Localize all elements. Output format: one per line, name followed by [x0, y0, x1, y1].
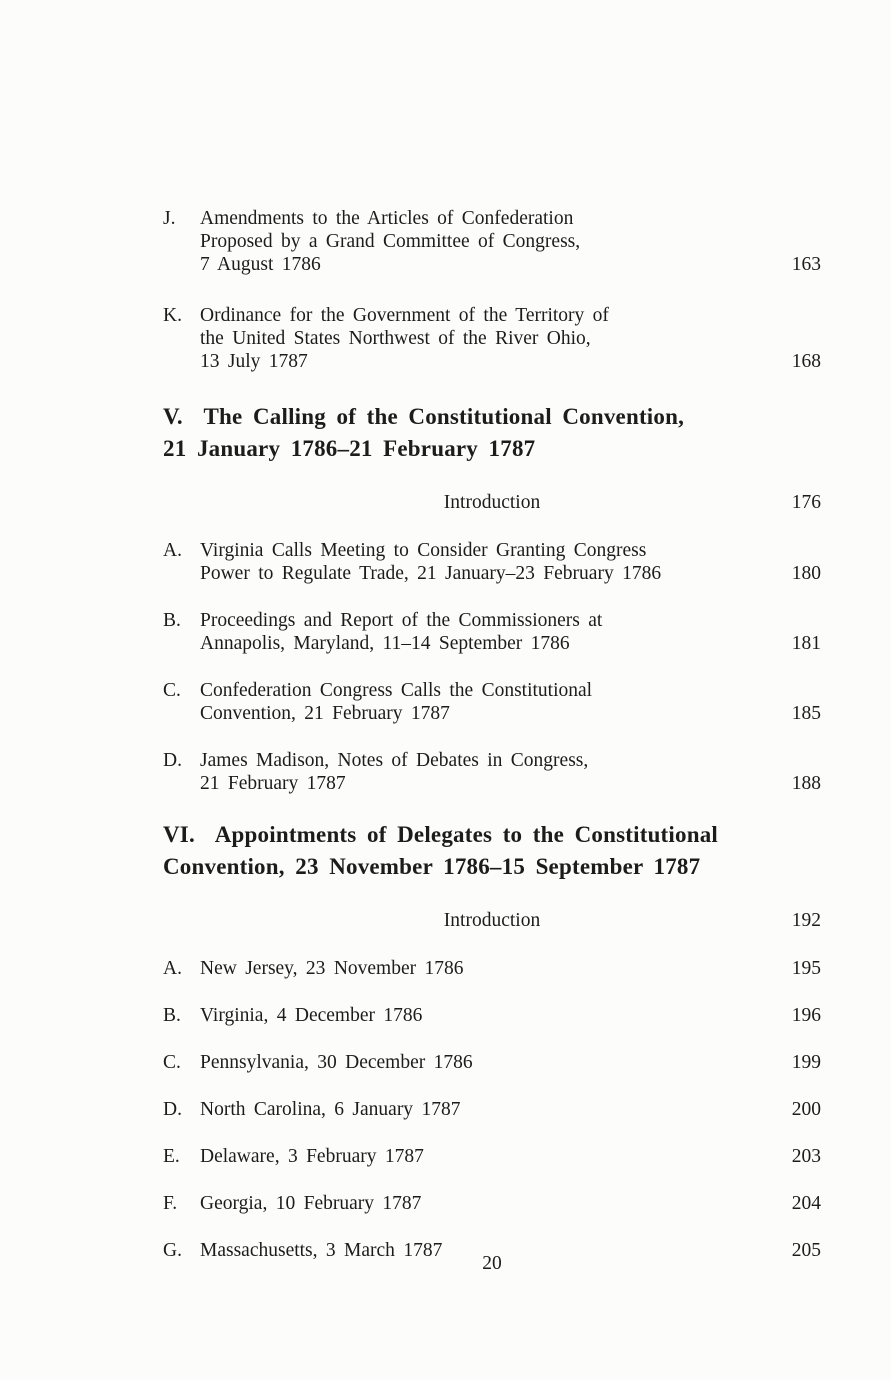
toc-entry-line: Delaware, 3 February 1787	[200, 1146, 424, 1167]
toc-entry-letter: A.	[163, 540, 182, 561]
toc-entry-line: Proceedings and Report of the Commissioners at	[200, 610, 603, 631]
toc-entry-page: 200	[791, 1099, 821, 1120]
toc-entry-line: Convention, 21 February 1787	[200, 703, 450, 724]
toc-entry-line: Proposed by a Grand Committee of Congress,	[200, 231, 581, 252]
toc-entry-letter: C.	[163, 680, 181, 701]
introduction-row	[163, 491, 821, 514]
toc-entry-text	[200, 539, 782, 585]
toc-entry-text	[200, 304, 782, 373]
toc-entry-text	[200, 1192, 782, 1215]
toc-entry-page: 163	[791, 254, 821, 275]
section-heading-line: Convention, 23 November 1786–15 September 1787	[163, 854, 701, 879]
toc-entry-page: 205	[791, 1240, 821, 1261]
toc-entry	[163, 539, 821, 585]
toc-entry	[163, 1004, 821, 1027]
toc-entry-letter: K.	[163, 305, 182, 326]
toc-entry	[163, 1192, 821, 1215]
toc-entry	[163, 1145, 821, 1168]
toc-entry-line: Power to Regulate Trade, 21 January–23 February 1786	[200, 563, 662, 584]
page-number: 20	[482, 1253, 502, 1274]
toc-entry-line: Massachusetts, 3 March 1787	[200, 1240, 443, 1261]
toc-entry-text	[200, 1145, 782, 1168]
section-heading-line: VI. Appointments of Delegates to the Constitutional	[163, 822, 718, 847]
toc-entry-page: 181	[791, 633, 821, 654]
toc-entry-page: 188	[791, 773, 821, 794]
toc-entry-page: 180	[791, 563, 821, 584]
toc-entry-line: Annapolis, Maryland, 11–14 September 1786	[200, 633, 570, 654]
introduction-page: 176	[791, 492, 821, 513]
toc-entry-letter: J.	[163, 208, 176, 229]
toc-entry-line: Ordinance for the Government of the Territory of	[200, 305, 609, 326]
toc-entry-letter: A.	[163, 958, 182, 979]
toc-entry	[163, 609, 821, 655]
toc-entry-text	[200, 1004, 782, 1027]
toc-entry	[163, 304, 821, 373]
introduction-row	[163, 909, 821, 932]
toc-entry-line: Georgia, 10 February 1787	[200, 1193, 422, 1214]
toc-entry-page: 185	[791, 703, 821, 724]
toc-entry	[163, 679, 821, 725]
toc-entry-letter: B.	[163, 610, 181, 631]
toc-entry-text	[200, 1098, 782, 1121]
section-heading-line: 21 January 1786–21 February 1787	[163, 436, 536, 461]
section-heading-line: V. The Calling of the Constitutional Convention,	[163, 404, 685, 429]
toc-entry-text	[200, 957, 782, 980]
toc-entry-line: the United States Northwest of the River Ohio,	[200, 328, 591, 349]
toc-entry-letter: C.	[163, 1052, 181, 1073]
table-of-contents	[163, 207, 821, 1286]
toc-entry-text	[200, 609, 782, 655]
introduction-label: Introduction	[443, 910, 541, 931]
toc-entry	[163, 749, 821, 795]
toc-entry-text	[200, 679, 782, 725]
toc-entry-line: 13 July 1787	[200, 351, 308, 372]
toc-entry	[163, 1098, 821, 1121]
toc-entry	[163, 957, 821, 980]
introduction-label: Introduction	[443, 492, 541, 513]
toc-entry-page: 168	[791, 351, 821, 372]
toc-entry-line: 21 February 1787	[200, 773, 346, 794]
section-heading-vi	[163, 819, 821, 883]
toc-entry-page: 195	[791, 958, 821, 979]
toc-entry-text	[200, 207, 782, 276]
toc-entry-line: Virginia Calls Meeting to Consider Granting Congress	[200, 540, 647, 561]
introduction-page: 192	[791, 910, 821, 931]
toc-entry-page: 204	[791, 1193, 821, 1214]
toc-entry-letter: G.	[163, 1240, 182, 1261]
toc-entry-letter: D.	[163, 750, 182, 771]
toc-entry-line: New Jersey, 23 November 1786	[200, 958, 464, 979]
toc-entry-line: 7 August 1786	[200, 254, 321, 275]
toc-entry-line: Confederation Congress Calls the Constitutional	[200, 680, 593, 701]
toc-entry-text	[200, 749, 782, 795]
toc-entry-page: 199	[791, 1052, 821, 1073]
toc-entry-line: Pennsylvania, 30 December 1786	[200, 1052, 473, 1073]
toc-entry-line: Amendments to the Articles of Confederation	[200, 208, 574, 229]
toc-entry-line: North Carolina, 6 January 1787	[200, 1099, 461, 1120]
toc-entry-line: Virginia, 4 December 1786	[200, 1005, 423, 1026]
toc-entry-letter: D.	[163, 1099, 182, 1120]
toc-entry-letter: E.	[163, 1146, 180, 1167]
toc-entry	[163, 1051, 821, 1074]
toc-entry-page: 203	[791, 1146, 821, 1167]
toc-entry-line: James Madison, Notes of Debates in Congress,	[200, 750, 589, 771]
toc-entry	[163, 207, 821, 276]
toc-entry-letter: B.	[163, 1005, 181, 1026]
toc-entry-letter: F.	[163, 1193, 178, 1214]
section-heading-v	[163, 401, 821, 465]
toc-entry-text	[200, 1051, 782, 1074]
toc-entry-page: 196	[791, 1005, 821, 1026]
page-footer	[163, 1252, 821, 1275]
